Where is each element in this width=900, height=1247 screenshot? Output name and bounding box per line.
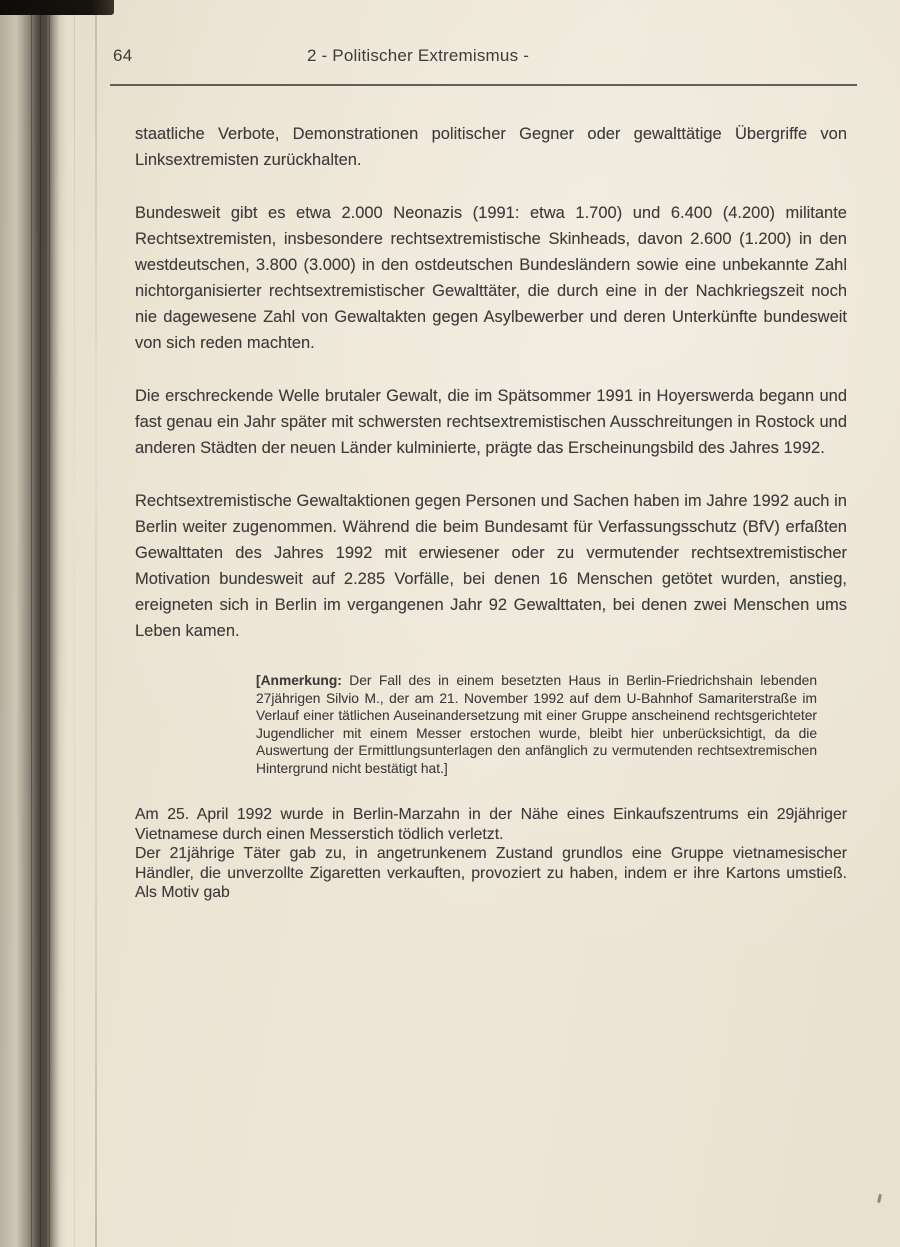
scan-speck (877, 1194, 882, 1203)
body-paragraph: staatliche Verbote, Demonstrationen politischer Gegner oder gewalttätige Übergriffe von Linksextremisten zurückhalten. (135, 125, 847, 169)
page-crease-line-faint (74, 0, 75, 1247)
closing-paragraph: Am 25. April 1992 wurde in Berlin-Marzahn in der Nähe eines Einkaufszentrums ein 29jähriger Vietnamese durch einen Messerstich tödlich verletzt. (135, 806, 847, 843)
page-header (0, 46, 900, 70)
header-rule (110, 84, 857, 86)
annotation-block (256, 672, 817, 777)
annotation-text: Der Fall des in einem besetzten Haus in Berlin-Friedrichshain lebenden 27jährigen Silvio M., der am 21. November 1992 auf dem U-Bahnhof Samariterstraße im Verlauf einer tätlichen Auseinandersetzung mit einer Gruppe anscheinend rechtsgerichteter Jugendlicher mit einem Messer erstochen wurde, bleibt hier unberücksichtigt, da die Auswertung der Ermittlungsunterlagen den anfänglich zu vermutenden rechtsextremischen Hintergrund nicht bestätigt hat.] (256, 673, 817, 776)
chapter-title: 2 - Politischer Extremismus - (306, 46, 530, 65)
page-body (135, 121, 847, 903)
body-paragraph: Die erschreckende Welle brutaler Gewalt, die im Spätsommer 1991 in Hoyerswerda begann und fast genau ein Jahr später mit schwersten rechtsextremistischen Ausschreitungen in Rostock und anderen Städten der neuen Länder kulminierte, prägte das Erscheinungsbild des Jahres 1992. (135, 387, 847, 457)
page-crease-line (95, 0, 97, 1247)
scan-artifact-top-bar (0, 0, 114, 15)
closing-paragraph: Der 21jährige Täter gab zu, in angetrunkenem Zustand grundlos eine Gruppe vietnamesischer Händler, die unverzollte Zigaretten verkauften, provoziert zu haben, indem er ihre Kartons umstieß. Als Motiv gab (135, 845, 847, 901)
body-paragraph: Rechtsextremistische Gewaltaktionen gegen Personen und Sachen haben im Jahre 1992 auch in Berlin weiter zugenommen. Während die beim Bundesamt für Verfassungsschutz (BfV) erfaßten Gewalttaten des Jahres 1992 mit erwiesener oder zu vermutender rechtsextremistischer Motivation bundesweit auf 2.285 Vorfälle, bei denen 16 Menschen getötet wurden, anstieg, ereigneten sich in Berlin im vergangenen Jahr 92 Gewalttaten, bei denen zwei Menschen ums Leben kamen. (135, 492, 847, 640)
page-number: 64 (113, 46, 133, 65)
body-paragraph: Bundesweit gibt es etwa 2.000 Neonazis (1991: etwa 1.700) und 6.400 (4.200) militante Rechtsextremisten, insbesondere rechtsextremistische Skinheads, davon 2.600 (1.200) in den westdeutschen, 3.800 (3.000) in den ostdeutschen Bundesländern sowie eine unbekannte Zahl nichtorganisierter rechtsextremistischer Gewalttäter, die durch eine in der Nachkriegszeit noch nie dagewesene Zahl von Gewaltakten gegen Asylbewerber und deren Unterkünfte bundesweit von sich reden machten. (135, 204, 847, 352)
binding-streaks (27, 0, 55, 1247)
annotation-label: [Anmerkung: (256, 673, 342, 688)
